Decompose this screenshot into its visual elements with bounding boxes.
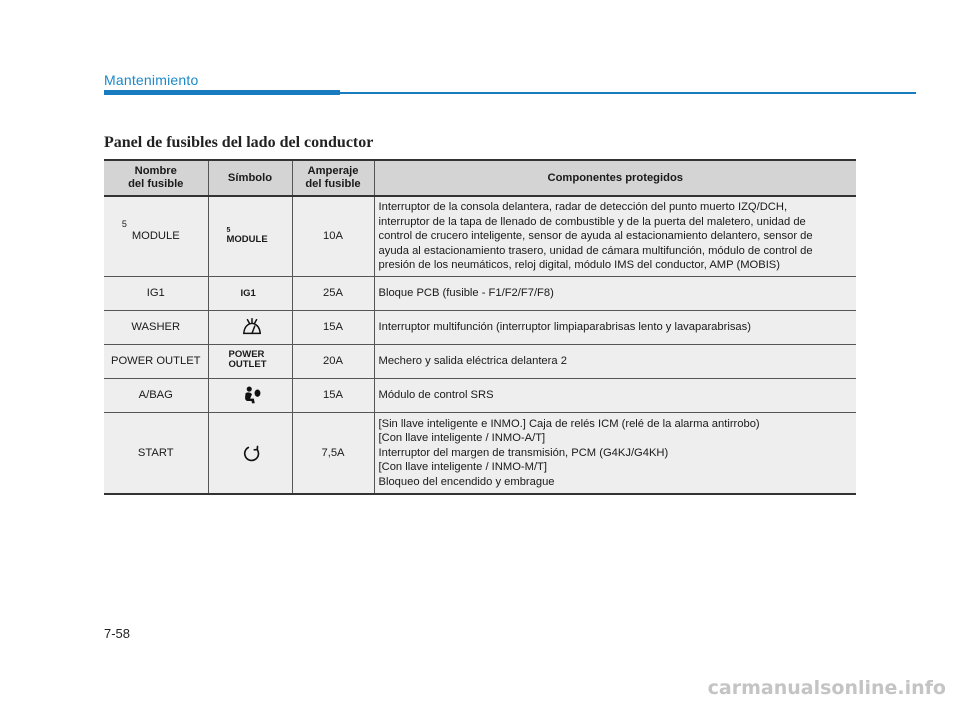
fuse-name: A/BAG — [138, 388, 173, 401]
airbag-icon — [241, 384, 263, 406]
column-header-line: del fusible — [305, 178, 361, 190]
component-line: [Sin llave inteligente e INMO.] Caja de relés ICM (relé de la alarma antirrobo) — [378, 417, 760, 430]
fuse-table-container — [104, 159, 856, 495]
fuse-symbol-label — [241, 289, 256, 299]
component-line: [Con llave inteligente / INMO-M/T] — [378, 461, 547, 473]
fuse-name-superscript: 5 — [121, 219, 127, 229]
fuse-name-cell — [104, 412, 208, 494]
fuse-table — [104, 159, 856, 495]
component-line: Interruptor multifunción (interruptor limpiaparabrisas lento y lavaparabrisas) — [378, 320, 751, 333]
fuse-name: MODULE — [131, 230, 180, 242]
component-line: ayuda al estacionamiento trasero, unidad de cámara multifunción, módulo de control de — [378, 244, 813, 257]
header-rule-thick — [104, 90, 340, 95]
fuse-symbol-text: IG1 — [240, 287, 256, 299]
fuse-symbol-label — [227, 227, 268, 245]
table-body — [104, 196, 856, 494]
fuse-name: START — [137, 446, 174, 459]
fuse-symbol-cell — [208, 378, 292, 412]
fuse-symbol-line: OUTLET — [228, 359, 267, 371]
start-icon — [241, 442, 263, 464]
fuse-amperage: 15A — [292, 310, 374, 344]
table-row — [104, 378, 856, 412]
fuse-amperage: 20A — [292, 344, 374, 378]
component-line: Módulo de control SRS — [378, 388, 494, 401]
fuse-amperage: 15A — [292, 378, 374, 412]
page-number: 7-58 — [104, 626, 131, 641]
protected-components — [374, 378, 856, 412]
fuse-amperage: 10A — [292, 196, 374, 276]
component-line: Bloque PCB (fusible - F1/F2/F7/F8) — [378, 286, 554, 299]
fuse-symbol-label — [229, 350, 267, 370]
fuse-name-cell — [104, 378, 208, 412]
fuse-amperage: 25A — [292, 276, 374, 310]
fuse-symbol-cell — [208, 276, 292, 310]
fuse-symbol-line: POWER — [228, 349, 265, 361]
fuse-name-wrapper — [121, 219, 180, 244]
fuse-amperage: 7,5A — [292, 412, 374, 494]
fuse-name-cell — [104, 196, 208, 276]
document-title: Panel de fusibles del lado del conductor — [104, 134, 374, 151]
protected-components — [374, 310, 856, 344]
table-header-row — [104, 160, 856, 196]
fuse-symbol-cell — [208, 310, 292, 344]
component-line: interruptor de la tapa de llenado de combustible y de la puerta del maletero, unidad de — [378, 215, 806, 228]
fuse-name: POWER OUTLET — [110, 354, 201, 367]
protected-components — [374, 344, 856, 378]
table-row — [104, 276, 856, 310]
section-title: Mantenimiento — [104, 72, 199, 88]
component-line: control de crucero inteligente, sensor de ayuda al estacionamiento delantero, sensor de — [378, 230, 813, 242]
header-rule-thin — [340, 92, 916, 94]
fuse-symbol-cell — [208, 412, 292, 494]
component-line: presión de los neumáticos, reloj digital, módulo IMS del conductor, AMP (MOBIS) — [378, 259, 780, 271]
column-header — [208, 160, 292, 196]
column-header-line: Símbolo — [227, 171, 273, 184]
table-header — [104, 160, 856, 196]
component-line: Interruptor del margen de transmisión, PCM (G4KJ/G4KH) — [378, 446, 669, 459]
table-row — [104, 412, 856, 494]
component-line: Mechero y salida eléctrica delantera 2 — [378, 354, 567, 367]
table-row — [104, 344, 856, 378]
column-header-line: Componentes protegidos — [547, 171, 683, 184]
watermark: carmanualsonline.info — [707, 677, 946, 699]
fuse-name: IG1 — [146, 286, 165, 299]
column-header — [374, 160, 856, 196]
protected-components — [374, 276, 856, 310]
column-header-line: Amperaje — [307, 165, 359, 177]
fuse-symbol-cell — [208, 196, 292, 276]
fuse-name-cell — [104, 276, 208, 310]
column-header — [104, 160, 208, 196]
fuse-name-cell — [104, 310, 208, 344]
column-header — [292, 160, 374, 196]
fuse-symbol-cell — [208, 344, 292, 378]
component-line: [Con llave inteligente / INMO-A/T] — [378, 432, 546, 444]
column-header-line: Nombre — [134, 165, 177, 177]
protected-components — [374, 412, 856, 494]
fuse-symbol-text: MODULE — [226, 233, 268, 245]
protected-components — [374, 196, 856, 276]
component-line: Interruptor de la consola delantera, radar de detección del punto muerto IZQ/DCH, — [378, 201, 788, 213]
component-line: Bloqueo del encendido y embrague — [378, 475, 555, 488]
table-row — [104, 196, 856, 276]
fuse-symbol-superscript: 5 — [226, 226, 231, 234]
table-row — [104, 310, 856, 344]
column-header-line: del fusible — [128, 178, 184, 190]
washer-icon — [241, 316, 263, 338]
fuse-name: WASHER — [131, 320, 181, 333]
fuse-name-cell — [104, 344, 208, 378]
